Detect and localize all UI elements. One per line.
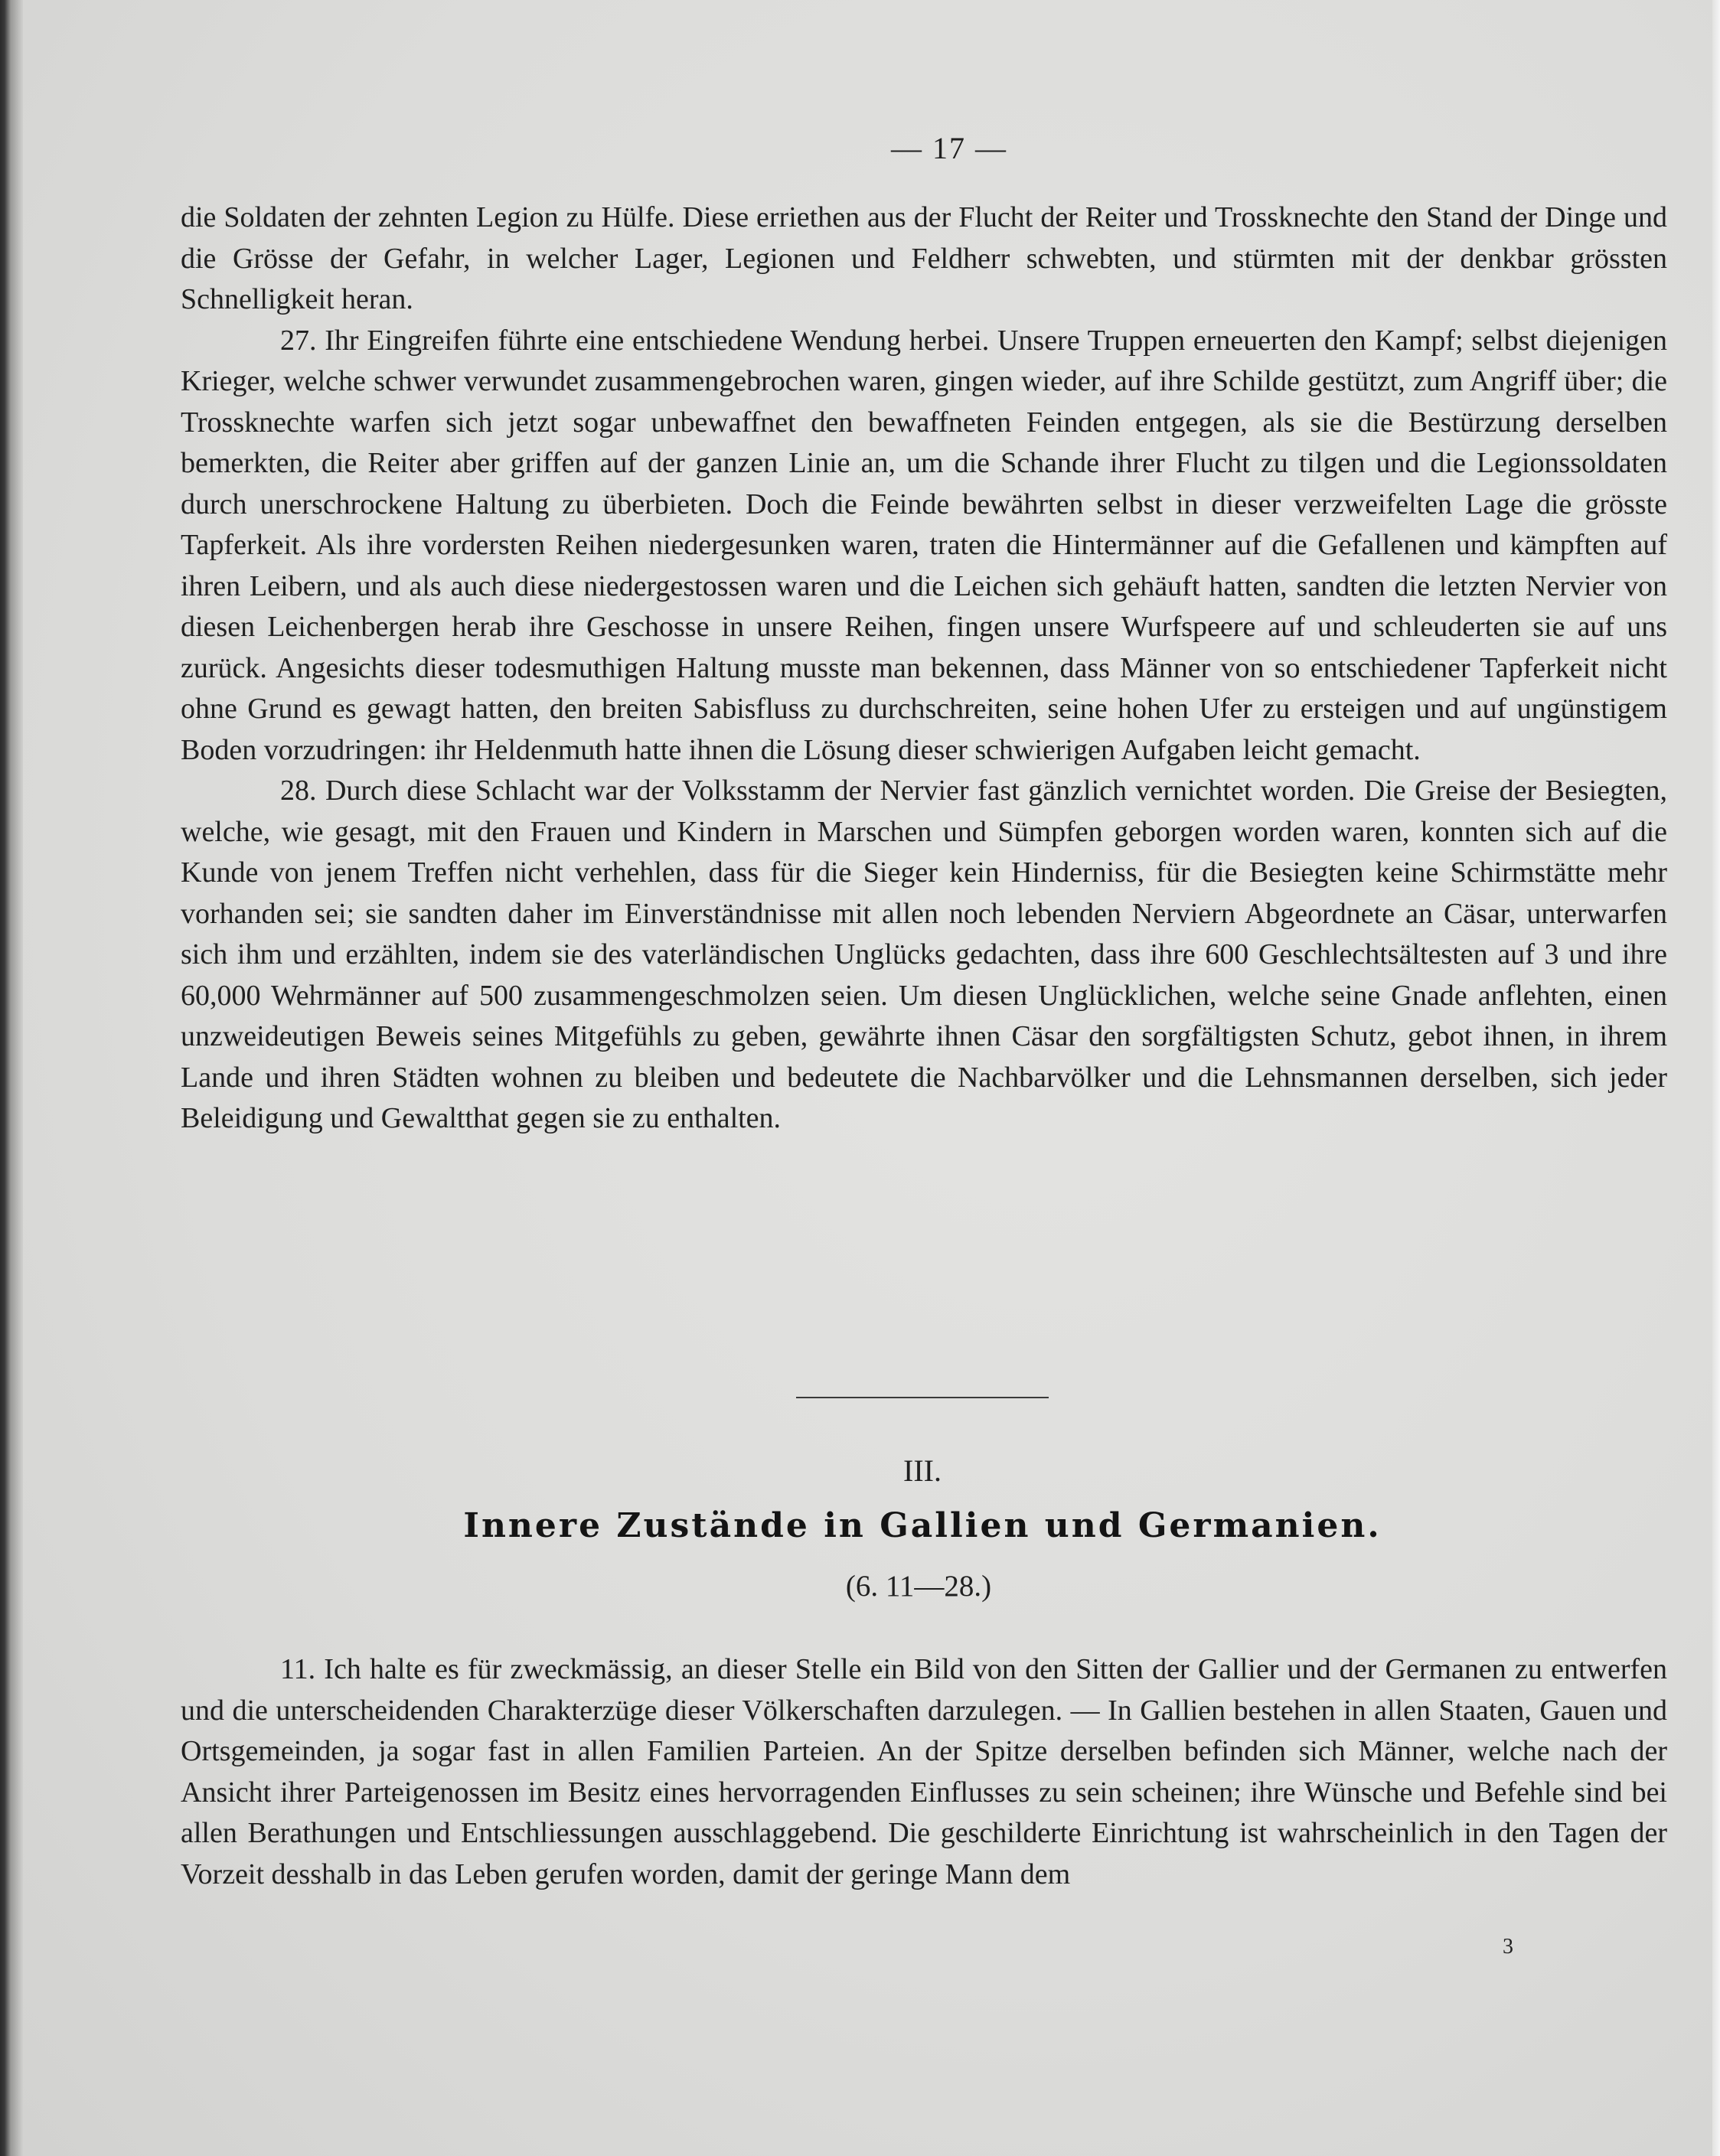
page-number: — 17 — xyxy=(891,131,1007,165)
section-title: Innere Zustände in Gallien und Germanien. xyxy=(463,1506,1382,1545)
section-number: III. xyxy=(903,1453,942,1488)
scan-binding-edge xyxy=(0,0,23,2156)
paragraph-continuation: die Soldaten der zehnten Legion zu Hülfe. Diese erriethen aus der Flucht der Reiter und Trossknechte den Stand der Dinge und die Grösse der Gefahr, in welcher Lager, Legionen und Feldherr schwebten, und stürmten mit der denkbar grössten Schnelligkeit heran. xyxy=(181,201,1667,315)
paragraph-28: 28. Durch diese Schlacht war der Volksstamm der Nervier fast gänzlich vernichtet worden. Die Greise der Besiegten, welche, wie gesagt, mit den Frauen und Kindern in Marschen und Sümpfen geborgen worden waren, konnten sich auf die Kunde von jenem Treffen nicht verhehlen, dass für die Sieger kein Hinderniss, für die Besiegten keine Schirmstätte mehr vorhanden sei; sie sandten daher im Einverständnisse mit allen noch lebenden Nerviern Abgeordnete an Cäsar, unterwarfen sich ihm und erzählten, indem sie des vaterländischen Unglücks gedachten, dass ihre 600 Geschlechtsältesten auf 3 und ihre 60,000 Wehrmänner auf 500 zusammengeschmolzen seien. Um diesen Unglücklichen, welche seine Gnade anflehten, einen unzweideutigen Beweis seines Mitgefühls zu geben, gewährte ihnen Cäsar den sorgfältigsten Schutz, gebot ihnen, in ihrem Lande und ihren Städten wohnen zu bleiben und bedeutete die Nachbarvölker und die Lehnsmannen derselben, sich jeder Beleidigung und Gewaltthat gegen sie zu enthalten. xyxy=(181,775,1667,1134)
text-block-top xyxy=(181,197,1667,1140)
section-reference: (6. 11—28.) xyxy=(845,1570,992,1603)
scan-right-edge xyxy=(1712,0,1720,2156)
paragraph-27: 27. Ihr Eingreifen führte eine entschiedene Wendung herbei. Unsere Truppen erneuerten den Kampf; selbst diejenigen Krieger, welche schwer verwundet zusammengebrochen waren, gingen wieder, auf ihre Schilde gestützt, zum Angriff über; die Trossknechte warfen sich jetzt sogar unbewaffnet den bewaffneten Feinden entgegen, als sie die Bestürzung derselben bemerkten, die Reiter aber griffen auf der ganzen Linie an, um die Schande ihrer Flucht zu tilgen und die Legionssoldaten durch unerschrockene Haltung zu überbieten. Doch die Feinde bewährten selbst in dieser verzweifelten Lage die grösste Tapferkeit. Als ihre vordersten Reihen niedergesunken waren, traten die Hintermänner auf die Gefallenen und kämpften auf ihren Leibern, und als auch diese niedergestossen waren und die Leichen sich gehäuft hatten, sandten die letzten Nervier von diesen Leichenbergen herab ihre Geschosse in unsere Reihen, fingen unsere Wurfspeere auf und schleuderten sie auf uns zurück. Angesichts dieser todesmuthigen Haltung musste man bekennen, dass Männer von so entschiedener Tapferkeit nicht ohne Grund es gewagt hatten, den breiten Sabisfluss zu durchschreiten, seine hohen Ufer zu ersteigen und auf ungünstigem Boden vorzudringen: ihr Heldenmuth hatte ihnen die Lösung dieser schwierigen Aufgaben leicht gemacht. xyxy=(181,324,1667,766)
text-block-bottom xyxy=(181,1649,1667,1895)
printer-signature-mark: 3 xyxy=(1503,1935,1513,1959)
paragraph-11: 11. Ich halte es für zweckmässig, an dieser Stelle ein Bild von den Sitten der Gallier und der Germanen zu entwerfen und die unterscheidenden Charakterzüge dieser Völkerschaften darzulegen. — In Gallien bestehen in allen Staaten, Gauen und Ortsgemeinden, ja sogar fast in allen Familien Parteien. An der Spitze derselben befinden sich Männer, welche nach der Ansicht ihrer Parteigenossen im Besitz eines hervorragenden Einflusses zu sein scheinen; ihre Wünsche und Befehle sind bei allen Berathungen und Entschliessungen ausschlaggebend. Die geschilderte Einrichtung ist wahrscheinlich in den Tagen der Vorzeit desshalb in das Leben gerufen worden, damit der geringe Mann dem xyxy=(181,1653,1667,1890)
section-divider-rule xyxy=(796,1397,1049,1398)
